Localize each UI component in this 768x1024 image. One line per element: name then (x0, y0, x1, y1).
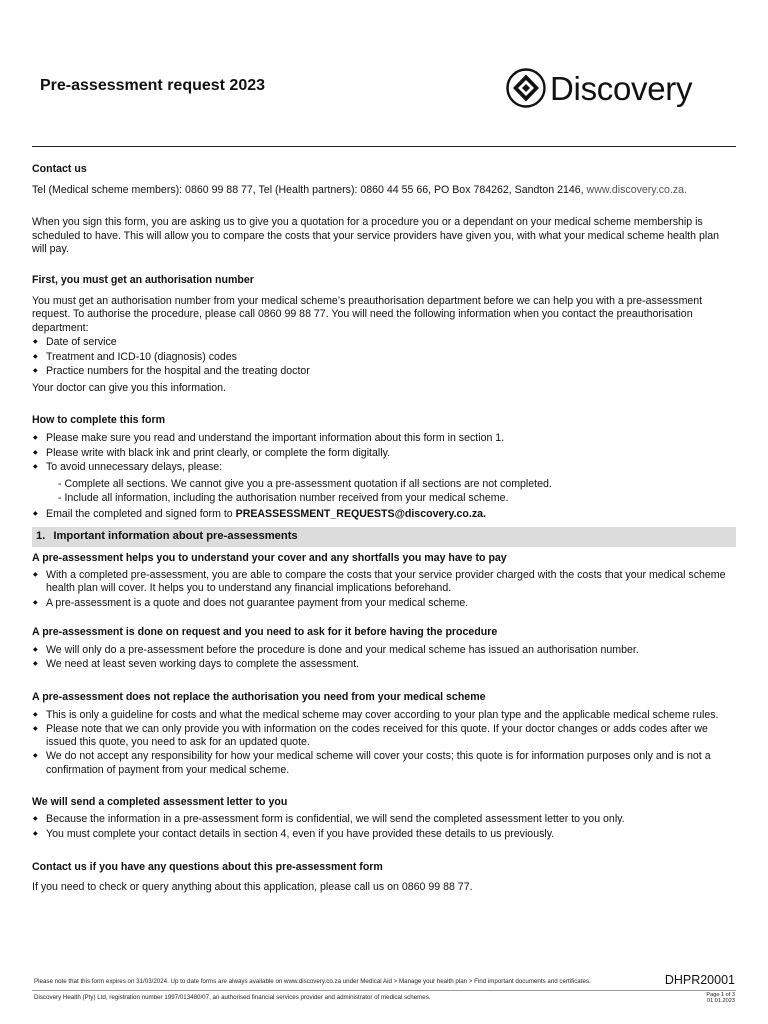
form-code: DHPR20001 (664, 973, 735, 987)
authorisation-note: Your doctor can give you this information. (32, 382, 226, 395)
list-item: ◆ Treatment and ICD-10 (diagnosis) codes (32, 351, 736, 364)
block-list (32, 569, 736, 610)
list-item: ◆ A pre-assessment is a quote and does not guarantee payment from your medical scheme. (32, 597, 736, 610)
sub-list-item: - Include all information, including the authorisation number received from your medical scheme. (58, 491, 509, 504)
website-link[interactable]: www.discovery.co.za. (586, 184, 688, 197)
discovery-logo (506, 68, 692, 108)
list-item: ◆ You must complete your contact details in section 4, even if you have provided these details to us previously. (32, 828, 736, 841)
block-heading: A pre-assessment is done on request and you need to ask for it before having the procedure (32, 626, 498, 639)
questions-heading: Contact us if you have any questions about this pre-assessment form (32, 860, 383, 873)
block-heading: A pre-assessment does not replace the authorisation you need from your medical scheme (32, 691, 486, 704)
list-item: ◆ Please write with black ink and print clearly, or complete the form digitally. (32, 447, 736, 460)
list-item: ◆ Because the information in a pre-assessment form is confidential, we will send the completed assessment letter to you only. (32, 813, 736, 826)
contact-details (32, 184, 736, 197)
questions-text: If you need to check or query anything about this application, please call us on 0860 99 88 77. (32, 881, 473, 894)
list-item: ◆ Date of service (32, 336, 736, 349)
email-instruction (32, 508, 736, 521)
footer-expiry-note: Please note that this form expires on 31/03/2024. Up to date forms are always available on www.discovery.co.za under Medical Aid > Manage your health plan > Find important documents and certificates. (34, 978, 591, 985)
intro-paragraph: When you sign this form, you are asking us to give you a quotation for a procedure you or a dependant on your medical scheme membership is scheduled to have. This will allow you to compare the costs that your service providers have given you, with what your medical scheme health plan will pay. (32, 216, 719, 255)
form-date: 01.01.2023 (707, 998, 735, 1005)
how-to-list (32, 432, 736, 475)
block-list (32, 644, 736, 672)
how-to-heading: How to complete this form (32, 413, 166, 426)
list-item: ◆ To avoid unnecessary delays, please: (32, 461, 736, 474)
authorisation-text: You must get an authorisation number from your medical scheme’s preauthorisation department before we can help you with a pre-assessment request. To authorise the procedure, please call 0860 99 88 77. You will need the following information when you contact the preauthorisation department: (32, 295, 703, 334)
list-item: ◆ Please note that we can only provide you with information on the codes received for this quote. If your doctor changes or adds codes after we issued this quote, you need to ask for an updated quote. (32, 723, 736, 749)
page-title: Pre-assessment request 2023 (40, 77, 266, 94)
list-item: ◆ This is only a guideline for costs and what the medical scheme may cover according to your plan type and the applicable medical scheme rules. (32, 709, 736, 722)
list-item: ◆ With a completed pre-assessment, you are able to compare the costs that your service provider charged with the costs that your medical scheme health plan will cover. It helps you to understand any financial implications beforehand. (32, 569, 736, 595)
footer-registration: Discovery Health (Pty) Ltd, registration number 1997/013480/07, an authorised financial services provider and administrator of medical schemes. (34, 994, 431, 1001)
block-heading: A pre-assessment helps you to understand your cover and any shortfalls you may have to pay (32, 552, 507, 565)
sub-list-item: - Complete all sections. We cannot give you a pre-assessment quotation if all sections are not completed. (58, 478, 552, 491)
section-number: 1. (36, 530, 46, 543)
authorisation-heading: First, you must get an authorisation number (32, 274, 254, 287)
block-list (32, 709, 736, 777)
main-content (32, 163, 736, 894)
sub-list (32, 478, 736, 504)
list-item: ◆ We do not accept any responsibility for how your medical scheme will cover your costs; this quote is for information purposes only and is not a confirmation of payment from your medical scheme. (32, 750, 736, 776)
brand-name: Discovery (550, 69, 693, 107)
email-list (32, 508, 736, 521)
list-item: ◆ We will only do a pre-assessment before the procedure is done and your medical scheme has issued an authorisation number. (32, 644, 736, 657)
list-item: ◆ We need at least seven working days to complete the assessment. (32, 658, 736, 671)
block-list (32, 813, 736, 841)
section-1-header (32, 527, 736, 547)
list-item: ◆ Practice numbers for the hospital and the treating doctor (32, 365, 736, 378)
list-item: ◆ Please make sure you read and understand the important information about this form in section 1. (32, 432, 736, 445)
header-divider (32, 146, 736, 147)
authorisation-list (32, 336, 736, 379)
page-number: Page 1 of 3 (706, 992, 735, 998)
section-title: Important information about pre-assessments (53, 530, 298, 543)
email-prefix: Email the completed and signed form to (46, 507, 236, 520)
discovery-diamond-logo-icon (506, 68, 546, 108)
contact-heading: Contact us (32, 163, 87, 175)
page-info (706, 992, 735, 1005)
block-heading: We will send a completed assessment letter to you (32, 795, 288, 808)
contact-line: Tel (Medical scheme members): 0860 99 88 77, Tel (Health partners): 0860 44 55 66, PO Box 784262, Sandton 2146, (32, 184, 587, 197)
submission-email[interactable]: PREASSESSMENT_REQUESTS@discovery.co.za. (235, 507, 486, 520)
footer-divider (32, 990, 736, 991)
